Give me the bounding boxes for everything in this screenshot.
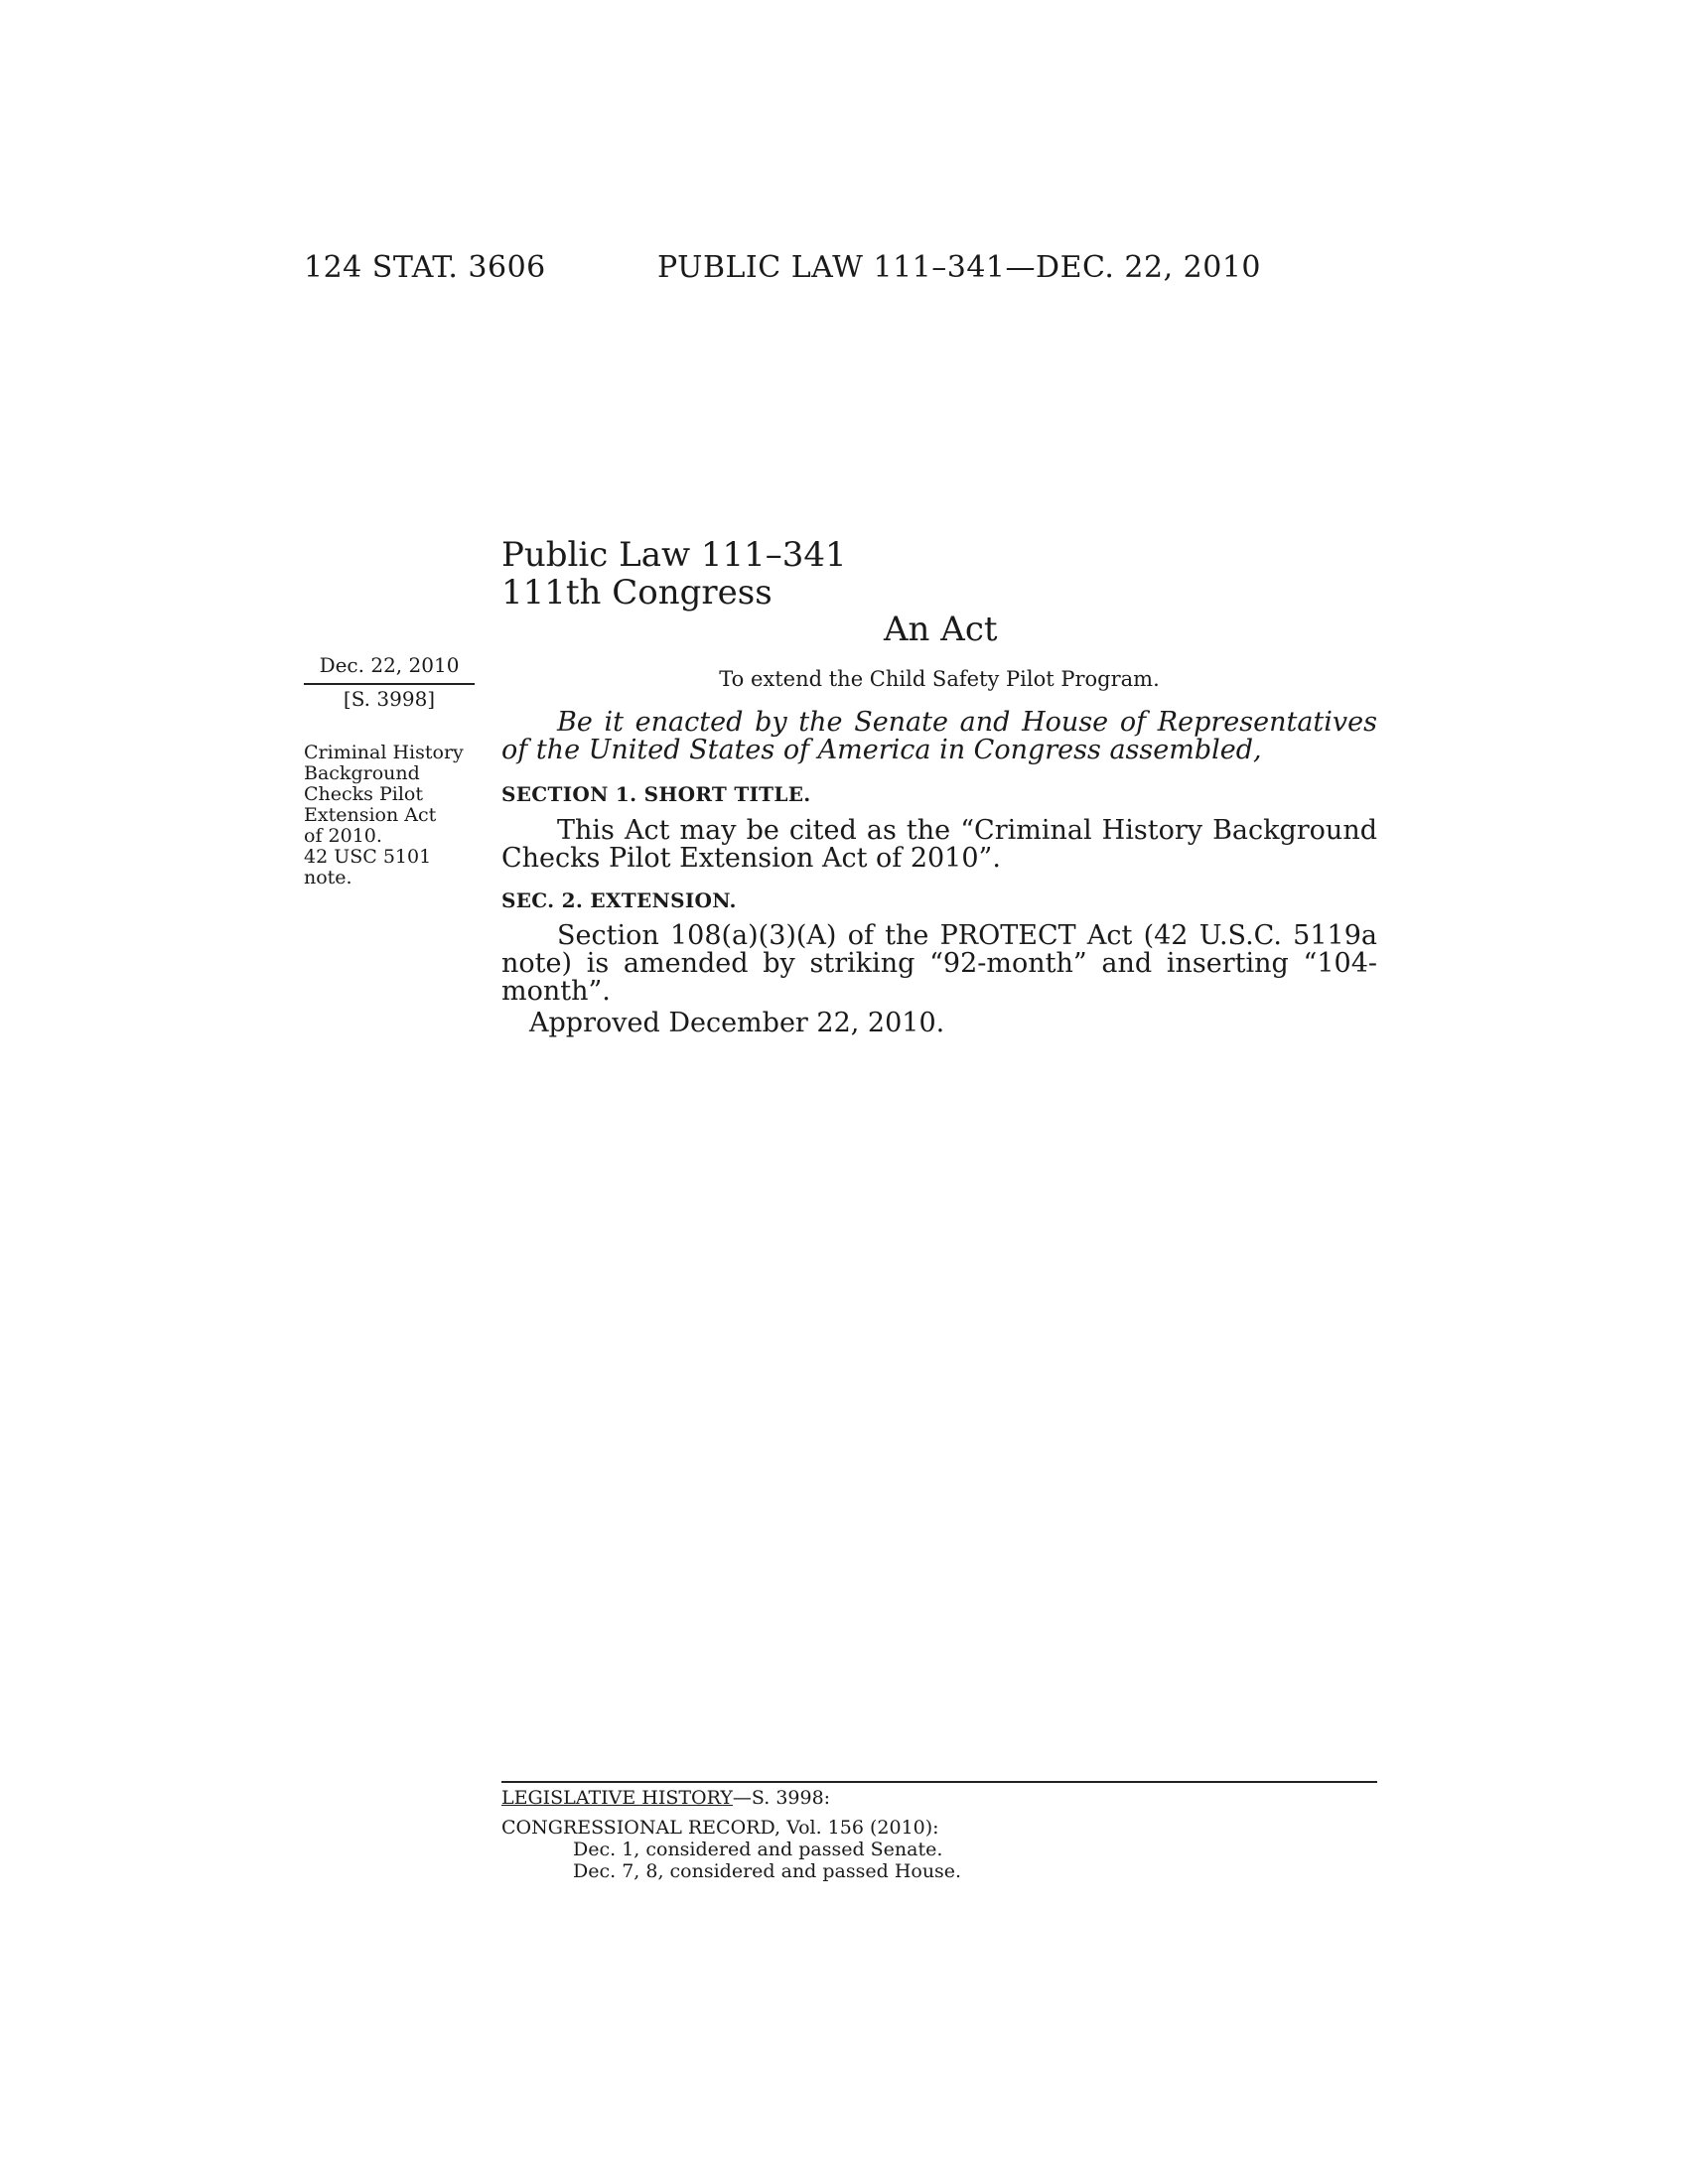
history-item-house: Dec. 7, 8, considered and passed House. — [573, 1860, 962, 1882]
approval-date: Approved December 22, 2010. — [529, 1008, 945, 1038]
congress-number: 111th Congress — [501, 573, 773, 613]
legislative-history-divider — [501, 1781, 1377, 1783]
congressional-record-citation: CONGRESSIONAL RECORD, Vol. 156 (2010): — [501, 1817, 939, 1839]
act-purpose: To extend the Child Safety Pilot Program. — [719, 667, 1160, 691]
legislative-history-title — [501, 1787, 830, 1809]
section-1-text: This Act may be cited as the “Criminal History Background Checks Pilot Extension Act of 2010”. — [501, 815, 1377, 874]
margin-note-line: Background — [304, 762, 420, 784]
section-2-heading: SEC. 2. EXTENSION. — [501, 888, 737, 912]
section-2-text: Section 108(a)(3)(A) of the PROTECT Act (42 U.S.C. 5119a note) is amended by striking “92-month” and inserting “104-month”. — [501, 920, 1377, 1007]
section-1-heading: SECTION 1. SHORT TITLE. — [501, 782, 811, 806]
margin-note-line: note. — [304, 867, 352, 888]
margin-note-line: 42 USC 5101 — [304, 846, 432, 868]
legislative-history-bill: —S. 3998: — [732, 1787, 831, 1809]
history-item-senate: Dec. 1, considered and passed Senate. — [573, 1839, 943, 1860]
margin-note-line: Checks Pilot — [304, 783, 423, 805]
margin-note-date: Dec. 22, 2010 — [319, 653, 460, 677]
margin-note-line: Extension Act — [304, 804, 437, 826]
enacting-clause: Be it enacted by the Senate and House of Representatives of the United States of America in Congress assembled, — [501, 707, 1377, 765]
margin-note-line: of 2010. — [304, 825, 382, 847]
public-law-number: Public Law 111–341 — [501, 535, 847, 575]
running-header-title: PUBLIC LAW 111–341—DEC. 22, 2010 — [657, 250, 1262, 285]
margin-note-bill-number: [S. 3998] — [343, 687, 436, 711]
margin-note-short-title — [304, 743, 475, 888]
margin-note-line: Criminal History — [304, 742, 464, 763]
page-stat-number: 124 STAT. 3606 — [304, 250, 546, 285]
margin-note-divider — [304, 683, 475, 685]
act-heading: An Act — [884, 610, 998, 649]
legislative-history-label: LEGISLATIVE HISTORY — [501, 1787, 733, 1809]
